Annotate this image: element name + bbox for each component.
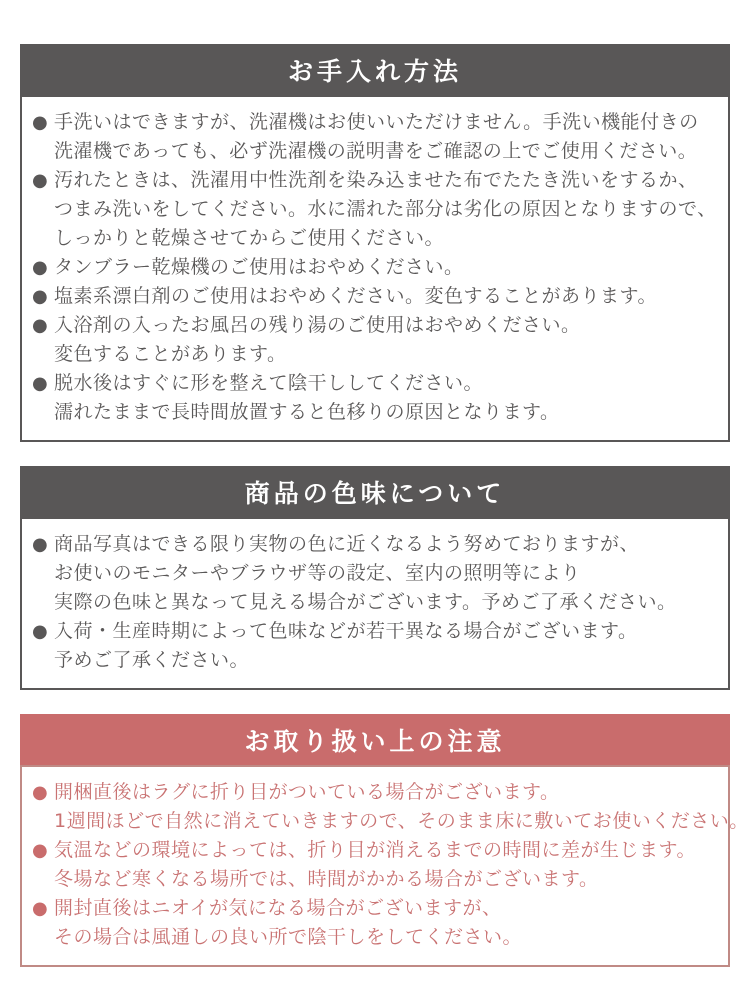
- care-line-text: 変色することがあります。: [54, 343, 287, 365]
- care-line-text: しっかりと乾燥させてからご使用ください。: [54, 227, 445, 249]
- section-care-method-body: [20, 95, 730, 442]
- bullet-icon: ●: [32, 782, 49, 803]
- section-handling-precautions-header: [20, 714, 730, 765]
- section-title: お手入れ方法: [287, 56, 462, 86]
- color-line: [32, 646, 720, 675]
- care-line: [32, 224, 720, 253]
- care-line: [32, 398, 720, 427]
- care-line-text: 手洗いはできますが、洗濯機はお使いいただけません。手洗い機能付きの: [54, 111, 699, 133]
- care-line: [32, 340, 720, 369]
- color-line: [32, 617, 720, 646]
- section-handling-precautions: [20, 714, 749, 967]
- care-line-text: 入浴剤の入ったお風呂の残り湯のご使用はおやめください。: [54, 314, 581, 336]
- color-line-text: 入荷・生産時期によって色味などが若干異なる場合がございます。: [54, 620, 638, 642]
- handling-line: [32, 778, 720, 807]
- handling-line: [32, 923, 720, 952]
- section-product-color-header: [20, 466, 730, 517]
- care-line: [32, 166, 720, 195]
- section-care-method: [20, 44, 730, 442]
- color-line-text: 予めご了承ください。: [54, 649, 250, 671]
- handling-line-text: 冬場など寒くなる場所では、時間がかかる場合がございます。: [54, 868, 599, 890]
- care-line-text: 洗濯機であっても、必ず洗濯機の説明書をご確認の上でご使用ください。: [54, 140, 698, 162]
- color-line: [32, 588, 720, 617]
- care-line-text: タンブラー乾燥機のご使用はおやめください。: [54, 256, 464, 278]
- handling-line-text: 開梱直後はラグに折り目がついている場合がございます。: [54, 781, 560, 803]
- section-product-color-body: [20, 517, 730, 690]
- section-title: お取り扱い上の注意: [244, 726, 506, 756]
- handling-line: [32, 836, 720, 865]
- care-line: [32, 137, 720, 166]
- bullet-icon: ●: [32, 534, 49, 555]
- bullet-icon: ●: [32, 898, 49, 919]
- handling-line-text: 気温などの環境によっては、折り目が消えるまでの時間に差が生じます。: [54, 839, 696, 861]
- handling-line-text: 開封直後はニオイが気になる場合がございますが、: [54, 897, 502, 919]
- bullet-icon: ●: [32, 840, 49, 861]
- care-line-text: 汚れたときは、洗濯用中性洗剤を染み込ませた布でたたき洗いをするか、: [54, 169, 698, 191]
- color-line-text: お使いのモニターやブラウザ等の設定、室内の照明等により: [54, 562, 581, 584]
- color-line-text: 商品写真はできる限り実物の色に近くなるよう努めておりますが、: [54, 533, 640, 555]
- care-line: [32, 369, 720, 398]
- handling-line-text: 1週間ほどで自然に消えていきますので、そのまま床に敷いてお使いください。: [54, 810, 749, 832]
- bullet-icon: ●: [32, 621, 49, 642]
- handling-line: [32, 865, 720, 894]
- color-line-text: 実際の色味と異なって見える場合がございます。予めご了承ください。: [54, 591, 677, 613]
- handling-line: [32, 894, 720, 923]
- handling-line: [32, 807, 749, 836]
- care-line-text: 脱水後はすぐに形を整えて陰干ししてください。: [54, 372, 484, 394]
- care-line: [32, 311, 720, 340]
- care-line-text: 濡れたままで長時間放置すると色移りの原因となります。: [54, 401, 560, 423]
- bullet-icon: ●: [32, 315, 49, 336]
- care-line: [32, 253, 720, 282]
- handling-line-text: その場合は風通しの良い所で陰干しをしてください。: [54, 926, 523, 948]
- color-line: [32, 559, 720, 588]
- section-title: 商品の色味について: [244, 478, 506, 508]
- section-product-color: [20, 466, 730, 690]
- color-line: [32, 530, 720, 559]
- section-handling-precautions-body: [20, 765, 749, 967]
- bullet-icon: ●: [32, 170, 49, 191]
- care-line-text: 塩素系漂白剤のご使用はおやめください。変色することがあります。: [54, 285, 657, 307]
- bullet-icon: ●: [32, 257, 49, 278]
- bullet-icon: ●: [32, 373, 49, 394]
- care-line: [32, 108, 720, 137]
- section-care-method-header: [20, 44, 730, 95]
- bullet-icon: ●: [32, 112, 49, 133]
- care-line-text: つまみ洗いをしてください。水に濡れた部分は劣化の原因となりますので、: [54, 198, 717, 220]
- care-line: [32, 195, 720, 224]
- care-line: [32, 282, 720, 311]
- bullet-icon: ●: [32, 286, 49, 307]
